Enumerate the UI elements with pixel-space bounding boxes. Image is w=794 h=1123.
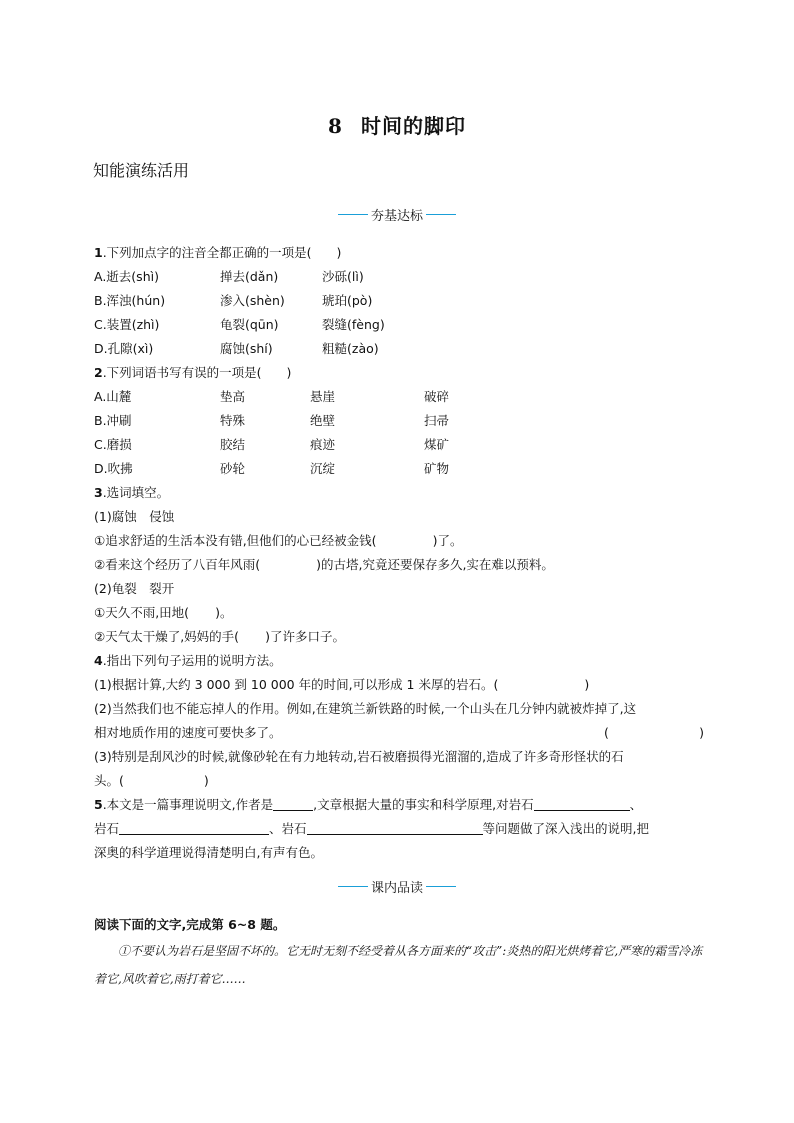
option-item: 沉绽 xyxy=(310,461,336,476)
question-1-option-b xyxy=(94,289,704,313)
lesson-title xyxy=(0,110,794,139)
word-group-1: (1)腐蚀 侵蚀 xyxy=(94,509,175,524)
section-header-basics xyxy=(0,205,794,224)
option-item: 掸去(dǎn) xyxy=(220,269,279,284)
method-sentence-3-cont xyxy=(94,769,704,793)
sentence-text: 相对地质作用的速度可要快多了。 xyxy=(94,725,282,740)
option-item: 绝壁 xyxy=(310,413,336,428)
sentence-text: ②天气太干燥了,妈妈的手( xyxy=(94,629,240,644)
option-item: B.浑浊(hún) xyxy=(94,293,166,308)
word-group-2: (2)龟裂 裂开 xyxy=(94,581,175,596)
fill-sentence xyxy=(94,625,704,649)
question-text: 深奥的科学道理说得清楚明白,有声有色。 xyxy=(94,845,323,860)
reading-paragraph-1: ①不要认为岩石是坚固不坏的。它无时无刻不经受着从各方面来的“攻击”:炎热的阳光烘烤着它,严寒的霜雪冷冻着它,风吹着它,雨打着它…… xyxy=(94,944,703,986)
question-number: 4 xyxy=(94,653,103,668)
question-2-option-b xyxy=(94,409,704,433)
option-item: 悬崖 xyxy=(310,389,336,404)
section-title-reading: 课内品读 xyxy=(370,881,423,896)
option-item: 裂缝(fèng) xyxy=(322,317,385,332)
question-number: 3 xyxy=(94,485,103,500)
page-subtitle: 知能演练活用 xyxy=(93,161,190,180)
sentence-text: (1)根据计算,大约 3 000 到 10 000 年的时间,可以形成 1 米厚的岩石。( xyxy=(94,677,499,692)
question-text: 岩石 xyxy=(94,821,120,836)
option-item: C.磨损 xyxy=(94,437,132,452)
question-text: ,文章根据大量的事实和科学原理,对岩石 xyxy=(313,797,534,812)
reading-intro: 阅读下面的文字,完成第 6~8 题。 xyxy=(94,917,286,932)
sentence-text: ) xyxy=(584,677,590,692)
lesson-title-text: 时间的脚印 xyxy=(360,114,466,138)
question-2-option-c xyxy=(94,433,704,457)
section-rule-right xyxy=(426,214,456,215)
lesson-number: 8 xyxy=(328,114,343,138)
question-1-stem xyxy=(94,241,704,265)
paren-open: ( xyxy=(604,725,609,740)
question-text: 、 xyxy=(629,797,643,812)
option-item: 痕迹 xyxy=(310,437,336,452)
section-rule-right xyxy=(426,886,456,887)
option-item: D.孔隙(xì) xyxy=(94,341,154,356)
answer-underline[interactable] xyxy=(119,820,269,835)
method-sentence-2-cont xyxy=(94,721,704,745)
question-2-stem xyxy=(94,361,704,385)
question-text: .下列加点字的注音全都正确的一项是( ) xyxy=(102,245,342,260)
question-5-line-2 xyxy=(94,817,704,841)
answer-blank[interactable] xyxy=(614,721,694,745)
section-header-reading xyxy=(0,877,794,896)
question-5-line-1 xyxy=(94,793,704,817)
question-1-option-d xyxy=(94,337,704,361)
sentence-text: ①天久不雨,田地( xyxy=(94,605,190,620)
question-3-stem xyxy=(94,481,704,505)
option-item: 砂轮 xyxy=(220,461,246,476)
question-text: .下列词语书写有误的一项是( ) xyxy=(102,365,292,380)
method-sentence-2 xyxy=(94,697,704,721)
option-item: A.山麓 xyxy=(94,389,132,404)
option-item: C.装置(zhì) xyxy=(94,317,160,332)
question-2-option-d xyxy=(94,457,704,481)
option-item: 渗入(shèn) xyxy=(220,293,285,308)
answer-underline[interactable] xyxy=(273,796,313,811)
fill-sentence xyxy=(94,529,704,553)
method-sentence-1 xyxy=(94,673,704,697)
sentence-text: )了许多口子。 xyxy=(265,629,345,644)
question-number: 1 xyxy=(94,245,103,260)
question-2-option-a xyxy=(94,385,704,409)
question-1-option-a xyxy=(94,265,704,289)
option-item: 煤矿 xyxy=(424,437,450,452)
option-item: 扫帚 xyxy=(424,413,450,428)
section-rule-left xyxy=(338,214,368,215)
sentence-text: 头。( xyxy=(94,773,124,788)
question-text: .指出下列句子运用的说明方法。 xyxy=(102,653,282,668)
question-1-option-c xyxy=(94,313,704,337)
sentence-text: )。 xyxy=(215,605,233,620)
option-item: 腐蚀(shí) xyxy=(220,341,273,356)
sentence-text: ) xyxy=(203,773,209,788)
exercise-content xyxy=(94,241,704,865)
fill-sentence xyxy=(94,601,704,625)
answer-underline[interactable] xyxy=(534,796,630,811)
option-item: 粗糙(zào) xyxy=(322,341,379,356)
answer-underline[interactable] xyxy=(307,820,483,835)
sentence-text: (2)当然我们也不能忘掉人的作用。例如,在建筑兰新铁路的时候,一个山头在几分钟内就被炸掉了,这 xyxy=(94,701,637,716)
question-text: 等问题做了深入浅出的说明,把 xyxy=(482,821,650,836)
option-item: 垫高 xyxy=(220,389,246,404)
question-text: .选词填空。 xyxy=(102,485,170,500)
question-number: 2 xyxy=(94,365,103,380)
fill-sentence xyxy=(94,553,704,577)
question-text: 、岩石 xyxy=(269,821,307,836)
question-5-line-3 xyxy=(94,841,704,865)
option-item: B.冲刷 xyxy=(94,413,132,428)
option-item: D.吹拂 xyxy=(94,461,133,476)
question-text: .本文是一篇事理说明文,作者是 xyxy=(102,797,274,812)
option-item: 龟裂(qūn) xyxy=(220,317,279,332)
option-item: 琥珀(pò) xyxy=(322,293,373,308)
option-item: 胶结 xyxy=(220,437,246,452)
reading-passage xyxy=(94,913,704,993)
sentence-text: ①追求舒适的生活本没有错,但他们的心已经被金钱( xyxy=(94,533,377,548)
sentence-text: (3)特别是刮风沙的时候,就像砂轮在有力地转动,岩石被磨损得光溜溜的,造成了许多奇形怪状的石 xyxy=(94,749,624,764)
option-item: 破碎 xyxy=(424,389,450,404)
method-sentence-3 xyxy=(94,745,704,769)
question-4-stem xyxy=(94,649,704,673)
option-item: 矿物 xyxy=(424,461,450,476)
sentence-text: )了。 xyxy=(432,533,463,548)
option-item: 沙砾(lì) xyxy=(322,269,364,284)
section-rule-left xyxy=(338,886,368,887)
sentence-text: ②看来这个经历了八百年风雨( xyxy=(94,557,261,572)
section-title-basics: 夯基达标 xyxy=(370,209,423,224)
option-item: 特殊 xyxy=(220,413,246,428)
question-number: 5 xyxy=(94,797,103,812)
paren-close: ) xyxy=(699,725,704,740)
sentence-text: )的古塔,究竟还要保存多久,实在难以预料。 xyxy=(316,557,554,572)
option-item: A.逝去(shì) xyxy=(94,269,159,284)
